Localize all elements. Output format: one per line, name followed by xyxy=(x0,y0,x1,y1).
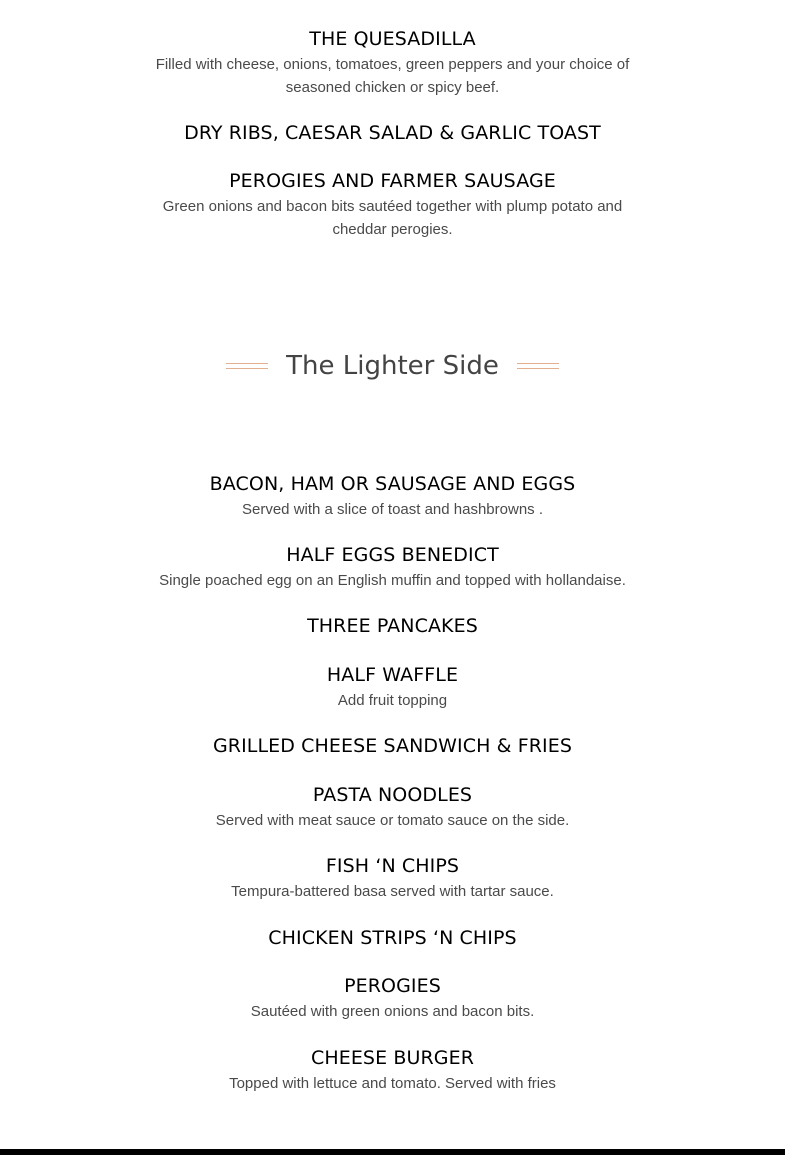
menu-item-dry-ribs xyxy=(0,121,785,145)
menu-item-bacon-eggs xyxy=(0,472,785,521)
menu-item-quesadilla xyxy=(0,27,785,99)
menu-item-title: GRILLED CHEESE SANDWICH & FRIES xyxy=(212,735,573,757)
menu-item-description: Add fruit topping xyxy=(337,692,448,709)
menu-item-description: Green onions and bacon bits sautéed together with plump potato and cheddar perogies. xyxy=(162,198,623,238)
menu-item-title: PEROGIES xyxy=(344,975,441,997)
menu-item-pasta-noodles xyxy=(0,783,785,832)
section-header xyxy=(0,345,785,387)
menu-item-title: THREE PANCAKES xyxy=(307,615,478,637)
menu-item-title: PASTA NOODLES xyxy=(312,784,473,806)
menu-item-half-waffle xyxy=(0,663,785,712)
menu-item-half-eggs-benedict xyxy=(0,543,785,592)
menu-item-description: Single poached egg on an English muffin and topped with hollandaise. xyxy=(159,572,626,589)
menu-item-title: FISH ‘N CHIPS xyxy=(325,855,460,877)
decorative-line-right xyxy=(517,363,559,369)
menu-item-title: DRY RIBS, CAESAR SALAD & GARLIC TOAST xyxy=(184,122,601,144)
menu-item-description: Served with meat sauce or tomato sauce on the side. xyxy=(215,812,570,829)
footer-bar xyxy=(0,1149,785,1155)
menu-item-title: BACON, HAM OR SAUSAGE AND EGGS xyxy=(209,473,576,495)
menu-item-three-pancakes xyxy=(0,614,785,638)
menu-item-description: Filled with cheese, onions, tomatoes, green peppers and your choice of seasoned chicken or spicy beef. xyxy=(155,56,630,96)
menu-item-title: PEROGIES AND FARMER SAUSAGE xyxy=(229,170,556,192)
menu-item-description: Sautéed with green onions and bacon bits. xyxy=(250,1003,535,1020)
decorative-line-left xyxy=(226,363,268,369)
menu-item-description: Served with a slice of toast and hashbrowns . xyxy=(242,501,543,518)
section-title: The Lighter Side xyxy=(286,351,499,381)
menu-item-chicken-strips xyxy=(0,926,785,950)
menu-item-title: HALF EGGS BENEDICT xyxy=(286,544,499,566)
menu-item-title: HALF WAFFLE xyxy=(326,664,459,686)
menu-item-perogies-sausage xyxy=(0,169,785,241)
menu-item-description: Tempura-battered basa served with tartar sauce. xyxy=(231,883,554,900)
menu-item-title: CHEESE BURGER xyxy=(310,1047,475,1069)
menu-item-perogies xyxy=(0,974,785,1023)
menu-item-grilled-cheese xyxy=(0,734,785,758)
menu-item-description: Topped with lettuce and tomato. Served with fries xyxy=(229,1075,556,1092)
menu-item-title: CHICKEN STRIPS ‘N CHIPS xyxy=(268,927,517,949)
menu-item-fish-n-chips xyxy=(0,854,785,903)
menu-item-cheese-burger xyxy=(0,1046,785,1095)
menu-item-title: THE QUESADILLA xyxy=(309,28,476,50)
